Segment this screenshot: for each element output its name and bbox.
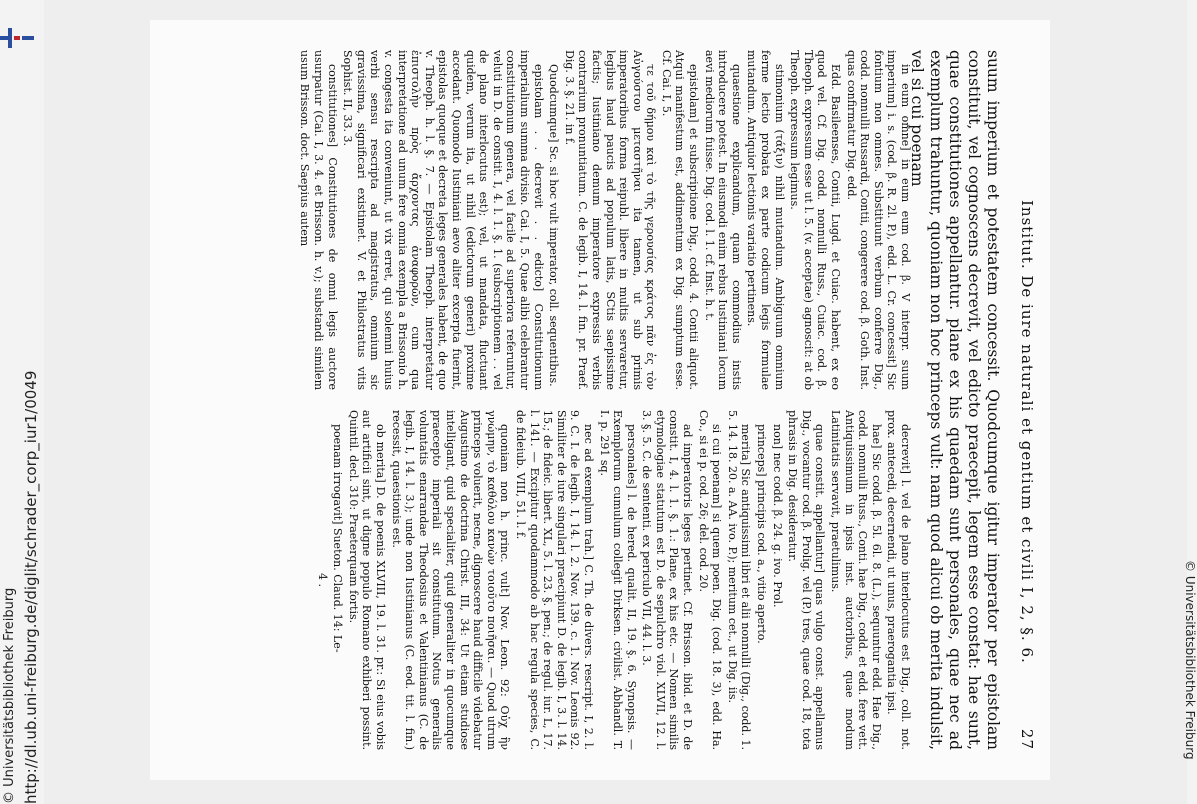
footnote-paragraph: princeps] principis cod. a., vitio aperto. [755, 424, 769, 644]
footnote-column-left [296, 50, 912, 390]
footnote-paragraph: ad imperatoris leges pertinet. Cf. Brisson. ibid. et D. de constit. I, 4. l. 1. §. 1.: Plane, ex his etc. — Nomen similis etymologiae statutum est D. de sepulchro viol. XLVII, 12. l. 3. §. 5. C. de sententi. ex periculo VII, 44. l. 3. [640, 410, 695, 750]
copyright-notice-right: © Universitätsbibliothek Freiburg [1183, 560, 1197, 760]
footnote-paragraph: personales] l. de hered. qualit. II, 19. §. 6. Synopsis. — Exemplorum cumulum collegit Dirksen. civilist. Abhandl. T. I. p. 291 sq. [597, 410, 638, 750]
footnote-paragraph: Edd. Basileenses, Contii, Lugd. et Cuiac. habent, ex eo quod vel. Cf. Dig. codd. nonnulli Russ., Cuiac. cod. β. Theoph. expressum esse ut l. 5. (v. acceptae) agnoscit: at ob Theoph. expressum legimus. [788, 50, 843, 390]
footnote-paragraph: quae constit. appellantur] quas vulgo const. appellamus Dig., vocantur cod. β. Prolig. vel (P.) tres, quae cod. 18, tota phrasis in Dig. desideratur. [786, 410, 827, 750]
header-title: Institut. De iure naturali et gentium et civili I, 2, §. 6. [1018, 200, 1036, 664]
footnote-paragraph: ob merita] D. de poenis XLVIII, 19. l. 31. pr.: Si eius vobis aut artificii sint, ut digne populo Romano exhiberi possint. Quintil. decl. 310: Praeterquam fortis. [346, 410, 388, 750]
source-url[interactable]: http://dl.ub.uni-freiburg.de/diglit/schrader_corp_iur1/0049 [22, 370, 40, 804]
footnote-paragraph: Quodcumque] Sc. si hoc vult imperator, coll. sequentibus. [547, 64, 561, 387]
scanned-page [150, 20, 1050, 780]
footnote-paragraph: epistolam] et subscriptione Dig., codd. 4. Contii aliquot. Atqui manifestum est, addimentum ex Dig. sumptum esse. Cf. Cai. I, 5. [659, 50, 701, 390]
footnote-paragraph: quaestione explicandum, quam commodius instis introducere potest. In eiusmodi enim rebus Iustiniani locum aevi mediorum fuisse. Dig. cod. l. 1. cf. Inst. h. t. [702, 50, 743, 390]
footnote-paragraph: decrevit] l. vel de plano interlocutus est Dig., coll. not. prox. antecedi, decernendi, ut unus, praerogantia ipsi. [885, 410, 912, 750]
footnote-paragraph: si cui poenam] si quem poen. Dig. (cod. 18. 3), edd. Ha. Co., si ei p. cod. 26; del. cod. 20. [696, 410, 724, 750]
copyright-notice-left: © Universitätsbibliothek Freiburg [2, 587, 17, 804]
footnote-paragraph: non] nec codd. β. 24. g. ivo. Prol. [770, 424, 784, 608]
signature-mark: 4 . [315, 573, 329, 587]
footnote-paragraph: τε τοῦ δήμου καὶ τὸ τῆς γερουσίας κράτος πᾶν ἐς τὸν Αὐγούστου μεταστῆναι ita tamen, ut sub primis imperatoribus forma reipubl. libere in multis servaretur, legibus haud paucis ad populum latis, SCtis saepissime factis; Iustiniano demum imperatore expressis verbis contrarium pronuntiatum. C. de legib. I, 14. l. fin. pr. Praef. Dig. 3. §. 21. in f. [562, 50, 658, 390]
rotated-page-content [150, 20, 1050, 780]
footnote-paragraph: in eum omne] in eum eum cod. β. V interpr. suum imperium] i. s. (cod. β. R. 2l. P.), edd. L. Cr. concessit] Sic fontium non omnes. Substituunt verbum conferre Dig., codd. nonnulli Russardi, Contii, congerere cod. β. Goth. Inst. quas confirmatur Dig. edd. [844, 50, 912, 390]
main-text: suum imperium et potestatem concessit. Quodcumque igitur imperator per epistolam constituit, vel cognoscens decrevit, vel edicto praecepit, legem esse constat: hae sunt, quae constitutiones appellantur. plane ex his quaedam sunt personales, quae nec ad exemplum trahuntur, quoniam non hoc princeps vult: nam quod alicui ob merita indulsit, vel si cui poenam [908, 50, 1002, 750]
page-number: 27 [1018, 728, 1036, 750]
footnote-columns [182, 50, 912, 750]
footnote-paragraph: quoniam non h. princ. vult] Nov. Leon. 92: Οὐχ ἣν γνώμην, τὸ καθόλου κανὼν τοιοῦτο ποιῆσαι. — Quod utrum princeps voluerit, necne, dignoscere haud difficile videbatur Augustino de doctrina Christ. III, 34: Ut etiam studiose intelligant, quid specialiter, quid generaliter in quocumque praecepto imperiali sit constitutum. Notus generalis voluntatis enarrandae Theodosius et Valentinianus (C. de legib. I, 14. l. 3.); unde non Iustinianus (C. eod. tit. l. fin.) recessit, quaestionis est. [389, 410, 512, 750]
footnote-paragraph: nec ad exemplum trah.] C. Th. de divers. rescript. I, 2. l. 9. C. I. de legib. I, 14. l. 2. Nov. 139. c. 1. Nov. Leonis 92. Similiter de iure singulari praecipiunt D. de legib. I, 3. l. 14. 15.; de fideic. libert. XL, 5. l. 23. §. pen.; de regul. iur. L, 17. l. 141. — Excipitur quodammodo ab hac regula species, C. de fideiub. VIII, 51. l. f. [513, 410, 595, 750]
footnote-paragraph: poenam irrogavit] Sueton. Claud. 14: Le- [331, 424, 345, 653]
footnote-paragraph: stimonium (τάξιν) nihil mutandum. Ambiguum omnium ferme lectio probata ex parte codicum legis formulae mutandum. Antiquior lectionis variatio pertinens. [745, 50, 786, 390]
footnote-column-right [315, 410, 912, 750]
footnote-paragraph: hae] Sic codd. β. 5l. 6l. 8. (L.), sequuntur edd. Hae Dig., codd. nonnulli Russ., Conti. hae Dig., codd. et edd. fere vett. Antiquissimum in ipsis inst. auctoribus, quae modum Latinitatis servavit, praetulimus. [829, 410, 883, 750]
footnote-paragraph: merita] Sic antiquissimi libri et alii nonnulli (Dig., codd. 1. 5. 14. 18. 20. a. AA. ivo. P.); meritum cet., ut Dig. iis. [725, 410, 753, 750]
footnote-paragraph: epistolam . . decrevit . . edicto] Constitutionum imperialium summa divisio. Cai. I, 5. Quae alibi celebrantur constitutionum genera, vel facile ad superiora referuntur, veluti in D. de constit. I, 4. l. 1. §. 1. (subscriptionem . . vel de plano interlocutus est); vel, ut mandata, fluctuant quidem, verum ita, ut nihil (edictorum generi) proxime accedant. Quomodo Iustiniani aevo aliter excerpta fuerint, epistolas quoque et decreta leges generales habent, de quo v. Theoph. h. l. §. 7. — Epistolam Theoph. interpretatur ἐπιστολὴν πρὸς ἄρχοντας ἀναφορῶν, cum qua interpretatione ad unum fere omnia exempla a Brissonio h. v. congesta ita conveniunt, ut vix erret, qui solemni huius verbi sensu rescripta ad magistratus, omnium sic gravissima, significari existimet. V. et Philostratus vitis Sophist. II, 33. 3. [341, 50, 545, 390]
footnote-paragraph: constitutiones] Constitutiones de omni legis auctore usurpatur (Cai. I, 3. 4. et Brisson. h. v.); substandi similem usum Brisson. doct. Saepius autem [298, 50, 339, 390]
library-logo-icon [0, 18, 40, 58]
